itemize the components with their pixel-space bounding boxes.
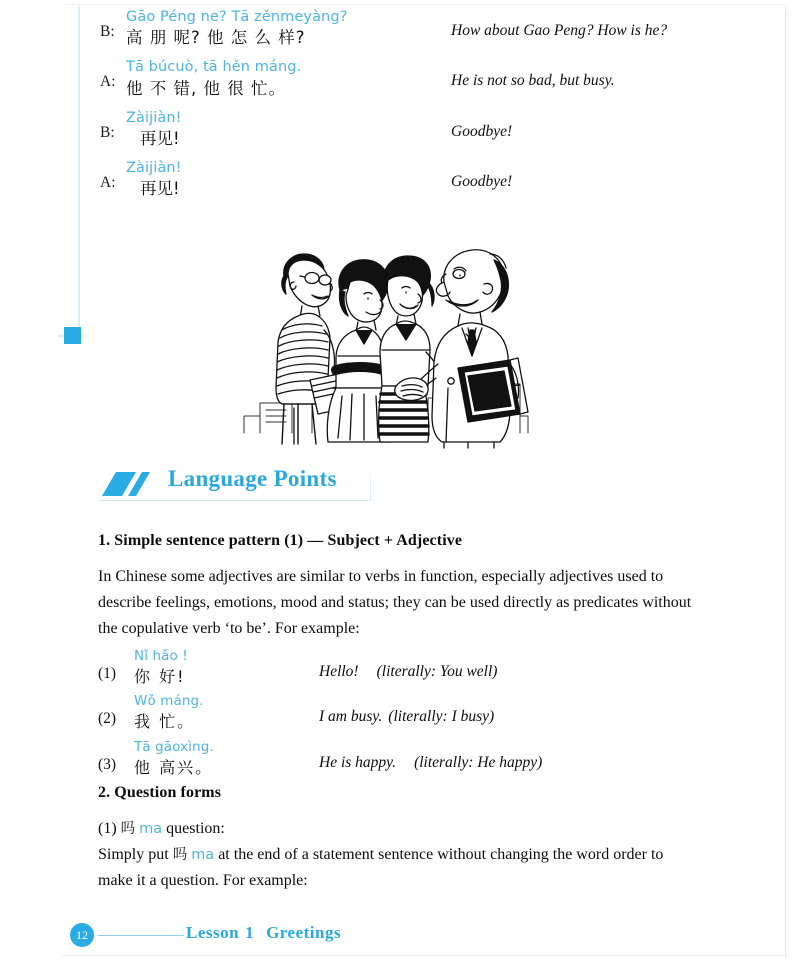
footer-lesson-word: Lesson	[186, 923, 240, 942]
dialogue-english: He is not so bad, but busy.	[451, 72, 615, 90]
example-literal: (literally: You well)	[376, 662, 498, 680]
speaker-label: A:	[100, 174, 116, 192]
footer-lesson-number: 1	[245, 923, 255, 942]
page-edge-bottom	[62, 955, 784, 956]
page-footer	[62, 920, 782, 952]
example-literal: (literally: He happy)	[414, 753, 543, 771]
margin-vertical-rule	[78, 6, 80, 336]
section-1-examples	[98, 648, 698, 778]
dialogue-chinese	[126, 159, 451, 200]
margin-square-marker	[64, 327, 81, 344]
language-points-title: Language Points	[168, 466, 337, 491]
pinyin-text: Tā gāoxìng.	[134, 738, 214, 755]
dialogue-english: Goodbye!	[451, 122, 513, 140]
footer-lesson-title	[186, 923, 347, 943]
hanzi-text: 我 忙。	[134, 712, 196, 732]
dialogue-block	[100, 8, 760, 210]
pinyin-text: Zàijiàn!	[126, 109, 182, 126]
section-2-item	[98, 816, 698, 842]
language-points-underline	[100, 500, 371, 501]
language-points-header	[100, 466, 380, 504]
example-translation: He is happy.	[319, 753, 397, 771]
pinyin-text: Zàijiàn!	[126, 160, 182, 177]
dialogue-line	[100, 8, 760, 49]
dialogue-line	[100, 109, 760, 150]
example-literal: (literally: I busy)	[388, 708, 495, 726]
greeting-illustration	[232, 238, 532, 450]
paragraph-hanzi: 吗	[172, 847, 188, 864]
dialogue-chinese	[126, 8, 451, 49]
dialogue-chinese	[126, 109, 451, 150]
hanzi-text: 高 朋 呢? 他 怎 么 样?	[126, 28, 306, 48]
hanzi-text: 你 好!	[134, 666, 186, 686]
speaker-label: B:	[100, 23, 115, 40]
page-edge-top	[62, 4, 784, 5]
example-chinese	[134, 693, 319, 732]
paragraph-part-2: at the end of a statement sentence without changing the word order to make it a question. For example:	[98, 846, 664, 889]
paragraph-part-1: Simply put	[98, 846, 173, 864]
example-row	[98, 693, 698, 732]
section-1-heading: 1. Simple sentence pattern (1) — Subject + Adjective	[98, 532, 463, 549]
pinyin-text: Wǒ máng.	[134, 693, 204, 710]
dialogue-english: Goodbye!	[451, 173, 513, 191]
item-suffix: question:	[162, 820, 225, 838]
example-english	[319, 648, 698, 687]
hanzi-text: 他 高兴。	[134, 757, 214, 777]
double-slash-icon	[100, 470, 156, 498]
dialogue-english: How about Gao Peng? How is he?	[451, 22, 668, 39]
hanzi-text: 再见!	[140, 179, 180, 199]
footer-rule	[98, 935, 184, 936]
example-number: (3)	[98, 755, 117, 773]
pinyin-text: Nǐ hǎo !	[134, 647, 188, 664]
speaker-label: B:	[100, 123, 115, 141]
example-english	[319, 693, 698, 732]
example-translation: Hello!	[319, 662, 359, 680]
section-1-paragraph: In Chinese some adjectives are similar to verbs in function, especially adjectives used to describe feelings, emotions, mood and status; they can be used directly as predicates without the copulative verb ‘to be’. For example:	[98, 568, 692, 637]
pinyin-text: Gāo Péng ne? Tā zěnmeyàng?	[126, 9, 348, 25]
item-pinyin: ma	[139, 821, 163, 838]
example-number: (2)	[98, 710, 117, 728]
paragraph-pinyin: ma	[191, 847, 215, 864]
footer-topic: Greetings	[266, 923, 342, 942]
hanzi-text: 他 不 错, 他 很 忙。	[126, 78, 286, 98]
speaker-label: A:	[100, 73, 116, 91]
page-edge-right	[785, 6, 786, 958]
example-row	[98, 648, 698, 687]
dialogue-line	[100, 58, 760, 99]
dialogue-line	[100, 159, 760, 200]
page-edge-right-shadow	[786, 10, 792, 958]
example-chinese	[134, 648, 319, 687]
item-hanzi: 吗	[120, 821, 136, 838]
example-english	[319, 739, 698, 778]
example-translation: I am busy.	[319, 708, 383, 726]
pinyin-text: Tā búcuò, tā hěn máng.	[126, 59, 302, 76]
hanzi-text: 再见!	[140, 128, 180, 148]
page-number-badge: 12	[70, 923, 94, 947]
dialogue-chinese	[126, 58, 451, 99]
section-2-paragraph	[98, 842, 698, 894]
item-prefix: (1)	[98, 820, 121, 838]
example-row	[98, 739, 698, 778]
example-number: (1)	[98, 664, 117, 682]
section-2-heading: 2. Question forms	[98, 784, 222, 802]
language-points-underline-tick	[370, 478, 371, 501]
language-points-content	[98, 532, 698, 894]
example-chinese	[134, 739, 319, 778]
